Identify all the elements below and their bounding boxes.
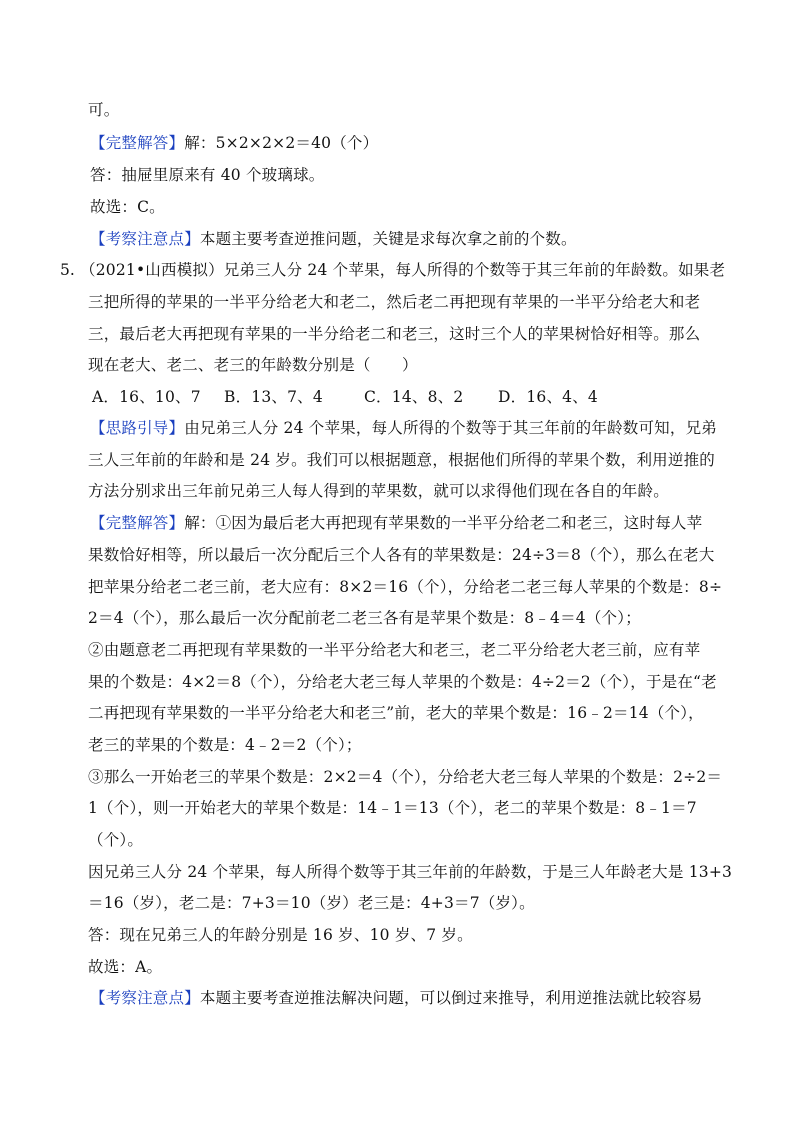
hint-line	[90, 418, 717, 438]
solution-line: 果的个数是：4×2＝8（个），分给老大老三每人苹果的个数是：4÷2＝2（个），于是在“老	[88, 673, 717, 691]
note-tag: 【考察注意点】	[90, 989, 200, 1007]
choice-line: 故选：A。	[88, 958, 163, 976]
solution-tag: 【完整解答】	[90, 514, 185, 532]
hint-line: 三人三年前的年龄和是 24 岁。我们可以根据题意，根据他们所得的苹果个数，利用逆推的	[88, 451, 715, 469]
question-line: 现在老大、老二、老三的年龄数分别是（ ）	[88, 356, 418, 374]
solution-text: 解：①因为最后老大再把现有苹果数的一半平分给老二和老三，这时每人苹	[184, 514, 703, 532]
hint-line: 方法分别求出三年前兄弟三人每人得到的苹果数，就可以求得他们现在各自的年龄。	[88, 482, 669, 500]
solution-line: 2＝4（个），那么最后一次分配前老二老三各有是苹果个数是：8﹣4＝4（个）；	[88, 609, 641, 627]
solution-line: ③那么一开始老三的苹果个数是：2×2＝4（个），分给老大老三每人苹果的个数是：2÷2＝	[88, 768, 723, 786]
note-text: 本题主要考查逆推问题，关键是求每次拿之前的个数。	[199, 230, 577, 248]
solution-line	[90, 133, 712, 153]
question-number: 5.	[60, 261, 75, 279]
note-tag: 【考察注意点】	[90, 230, 200, 248]
option-c: C．14、8、2	[364, 388, 464, 406]
solution-line: 老三的苹果的个数是：4﹣2＝2（个）；	[88, 736, 362, 754]
note-text: 本题主要考查逆推法解决问题，可以倒过来推导，利用逆推法就比较容易	[199, 989, 703, 1007]
option-d: D．16、4、4	[498, 388, 598, 406]
answer-line: 答：抽屉里原来有 40 个玻璃球。	[90, 166, 325, 184]
note-line	[90, 988, 712, 1008]
solution-line	[90, 513, 712, 533]
option-a: A．16、10、7	[92, 388, 201, 406]
solution-line: 果数恰好相等，所以最后一次分配后三个人各有的苹果数是：24÷3＝8（个），那么在老大	[88, 546, 715, 564]
solution-tag: 【完整解答】	[90, 134, 185, 152]
solution-line: 1（个），则一开始老大的苹果个数是：14﹣1＝13（个），老二的苹果个数是：8﹣1＝7	[88, 799, 697, 817]
answer-line: 答：现在兄弟三人的年龄分别是 16 岁、10 岁、7 岁。	[88, 926, 473, 944]
choice-line: 故选：C。	[90, 198, 165, 216]
note-line	[90, 229, 712, 249]
solution-line: ＝16（岁），老二是：7+3＝10（岁）老三是：4+3＝7（岁）。	[88, 894, 535, 912]
hint-tag: 【思路引导】	[90, 419, 185, 437]
solution-line: ②由题意老二再把现有苹果数的一半平分给老大和老三，老二平分给老大老三前，应有苹	[88, 641, 701, 659]
question-line: 三，最后老大再把现有苹果的一半分给老二和老三，这时三个人的苹果树恰好相等。那么	[88, 325, 701, 343]
hint-text: 由兄弟三人分 24 个苹果，每人所得的个数等于其三年前的年龄数可知，兄弟	[184, 419, 717, 437]
option-b: B．13、7、4	[224, 388, 323, 406]
solution-text: 解：5×2×2×2＝40（个）	[184, 134, 379, 152]
solution-line: 因兄弟三人分 24 个苹果，每人所得个数等于其三年前的年龄数，于是三人年龄老大是 13+3	[88, 863, 733, 881]
question-line: （2021•山西模拟）兄弟三人分 24 个苹果，每人所得的个数等于其三年前的年龄数。如果老	[80, 261, 726, 279]
text-line: 可。	[88, 101, 120, 119]
solution-line: 二再把现有苹果数的一半平分给老大和老三”前，老大的苹果个数是：16﹣2＝14（个），	[88, 704, 704, 722]
solution-line: 把苹果分给老二老三前，老大应有：8×2＝16（个），分给老二老三每人苹果的个数是：8÷	[88, 578, 723, 596]
question-line: 三把所得的苹果的一半平分给老大和老二，然后老二再把现有苹果的一半平分给老大和老	[88, 293, 701, 311]
solution-line: （个）。	[88, 831, 144, 849]
